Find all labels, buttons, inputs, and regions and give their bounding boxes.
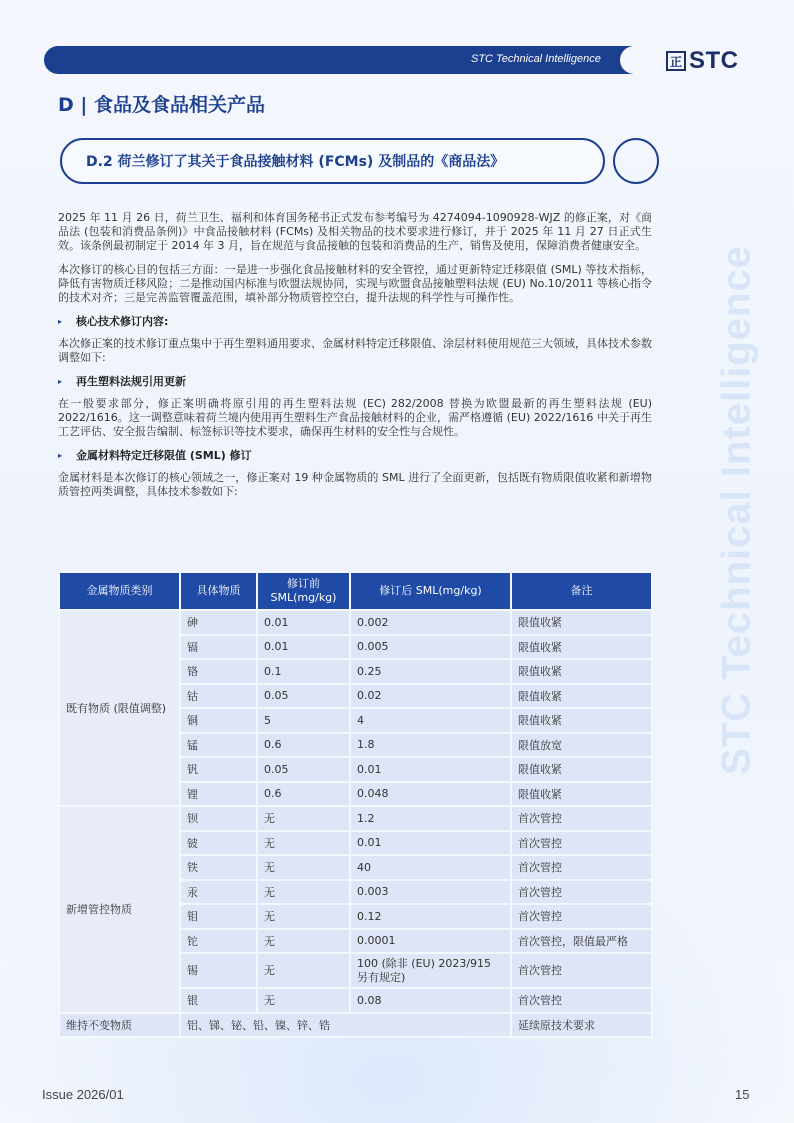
cell: 限值收紧: [511, 610, 652, 635]
bullet-icon: ▸: [58, 377, 63, 386]
bullet-heading: [58, 315, 652, 329]
paragraph: 2025 年 11 月 26 日，荷兰卫生、福利和体育国务秘书正式发布参考编号为 4274094-1090928-WJZ 的修正案，对《商品法 (包装和消费品条例)》中食品接触材料 (FCMs) 及相关物品的技术要求进行修订，并于 2025 年 11 月 27 日正式生效。该条例最初制定于 2014 年 3 月，旨在规范与食品接触的包装和消费品的生产、销售及使用，保障消费者健康安全。: [58, 211, 652, 252]
cell: 0.05: [257, 684, 350, 709]
paragraph: 本次修订的核心目的包括三方面：一是进一步强化食品接触材料的安全管控，通过更新特定迁移限值 (SML) 等技术指标，降低有害物质迁移风险；二是推动国内标准与欧盟法规协同，实现与欧盟食品接触塑料法规 (EU) No.10/2011 等核心指令的技术对齐；三是完善监管覆盖范围，填补部分物质管控空白，提升法规的科学性与可操作性。: [58, 263, 652, 304]
cell: 铊: [180, 929, 257, 954]
cell: 0.048: [350, 782, 511, 807]
cell: 无: [257, 988, 350, 1013]
cell: 限值收紧: [511, 635, 652, 660]
cell: 限值收紧: [511, 659, 652, 684]
article-body: [58, 211, 652, 509]
header-note: 备注: [511, 572, 652, 610]
cell: 锰: [180, 733, 257, 758]
group-cell-unchanged: 维持不变物质: [59, 1013, 180, 1038]
cell: 0.01: [257, 610, 350, 635]
cell: 0.25: [350, 659, 511, 684]
cell: 首次管控: [511, 831, 652, 856]
cell: 0.12: [350, 904, 511, 929]
stc-logo-text: STC: [689, 47, 739, 74]
header-sml-after: 修订后 SML(mg/kg): [350, 572, 511, 610]
cell: 4: [350, 708, 511, 733]
header-substance: 具体物质: [180, 572, 257, 610]
cell: 首次管控: [511, 953, 652, 988]
header-sml-before: 修订前 SML(mg/kg): [257, 572, 350, 610]
subtitle-circle-decoration: [613, 138, 659, 184]
cell: 钒: [180, 757, 257, 782]
cell: 0.08: [350, 988, 511, 1013]
group-cell-new: 新增管控物质: [59, 806, 180, 1013]
paragraph: 在一般要求部分，修正案明确将原引用的再生塑料法规 (EC) 282/2008 替换为欧盟最新的再生塑料法规 (EU) 2022/1616。这一调整意味着荷兰境内使用再生塑料生产食品接触材料的企业，需严格遵循 (EU) 2022/1616 中关于再生工艺评估、安全报告编制、标签标识等技术要求，确保再生材料的安全性与合规性。: [58, 397, 652, 438]
cell: 0.002: [350, 610, 511, 635]
table-row: [59, 1013, 652, 1038]
cell: 0.1: [257, 659, 350, 684]
cell: 0.01: [257, 635, 350, 660]
cell: 0.05: [257, 757, 350, 782]
sml-table: [58, 571, 653, 1038]
cell: 镉: [180, 635, 257, 660]
stc-logo-mark: 正: [666, 51, 686, 71]
cell-unchanged-note: 延续原技术要求: [511, 1013, 652, 1038]
bullet-icon: ▸: [58, 451, 63, 460]
cell: 首次管控: [511, 988, 652, 1013]
cell: 银: [180, 988, 257, 1013]
header-category: 金属物质类别: [59, 572, 180, 610]
cell: 1.8: [350, 733, 511, 758]
cell: 铍: [180, 831, 257, 856]
cell: 铬: [180, 659, 257, 684]
cell: 5: [257, 708, 350, 733]
section-title: D | 食品及食品相关产品: [58, 94, 265, 116]
page-number: 15: [735, 1087, 750, 1102]
cell: 无: [257, 904, 350, 929]
cell: 0.6: [257, 782, 350, 807]
cell: 0.003: [350, 880, 511, 905]
cell: 钼: [180, 904, 257, 929]
paragraph: 本次修正案的技术修订重点集中于再生塑料通用要求、金属材料特定迁移限值、涂层材料使用规范三大领域，具体技术参数调整如下:: [58, 337, 652, 364]
cell: 0.02: [350, 684, 511, 709]
cell: 无: [257, 880, 350, 905]
subtitle-text: D.2 荷兰修订了其关于食品接触材料 (FCMs) 及制品的《商品法》: [86, 154, 505, 170]
side-watermark: STC Technical Intelligence: [714, 245, 759, 775]
cell: 无: [257, 855, 350, 880]
cell: 无: [257, 806, 350, 831]
cell: 锂: [180, 782, 257, 807]
subtitle-pill: [60, 138, 605, 184]
cell: 0.01: [350, 831, 511, 856]
bullet-icon: ▸: [58, 317, 63, 326]
cell: 限值收紧: [511, 708, 652, 733]
cell: 1.2: [350, 806, 511, 831]
table-row: [59, 806, 652, 831]
bullet-heading-text: 再生塑料法规引用更新: [76, 375, 186, 388]
cell: 汞: [180, 880, 257, 905]
cell: 限值收紧: [511, 782, 652, 807]
cell: 40: [350, 855, 511, 880]
cell: 砷: [180, 610, 257, 635]
bullet-heading: [58, 449, 652, 463]
cell: 铜: [180, 708, 257, 733]
cell: 锡: [180, 953, 257, 988]
cell: 0.6: [257, 733, 350, 758]
cell: 0.0001: [350, 929, 511, 954]
cell-unchanged-items: 铝、锑、铋、铅、镍、锌、锆: [180, 1013, 511, 1038]
cell: 首次管控，限值最严格: [511, 929, 652, 954]
cell: 0.005: [350, 635, 511, 660]
paragraph: 金属材料是本次修订的核心领域之一，修正案对 19 种金属物质的 SML 进行了全面更新，包括既有物质限值收紧和新增物质管控两类调整，具体技术参数如下:: [58, 471, 652, 498]
bullet-heading-text: 核心技术修订内容:: [76, 315, 169, 328]
table-row: [59, 610, 652, 635]
bullet-heading: [58, 375, 652, 389]
table-header-row: [59, 572, 652, 610]
cell: 无: [257, 831, 350, 856]
cell: 100 (除非 (EU) 2023/915 另有规定): [350, 953, 511, 988]
cell: 首次管控: [511, 904, 652, 929]
cell: 钡: [180, 806, 257, 831]
cell: 首次管控: [511, 855, 652, 880]
cell: 首次管控: [511, 880, 652, 905]
sml-table-body: [59, 610, 652, 1037]
cell: 无: [257, 953, 350, 988]
cell: 限值放宽: [511, 733, 652, 758]
cell: 钴: [180, 684, 257, 709]
bullet-heading-text: 金属材料特定迁移限值 (SML) 修订: [76, 449, 252, 462]
group-cell-existing: 既有物质 (限值调整): [59, 610, 180, 806]
cell: 铁: [180, 855, 257, 880]
footer-issue: Issue 2026/01: [42, 1087, 124, 1102]
header-banner-text: STC Technical Intelligence: [471, 53, 601, 65]
cell: 0.01: [350, 757, 511, 782]
cell: 无: [257, 929, 350, 954]
cell: 限值收紧: [511, 757, 652, 782]
cell: 限值收紧: [511, 684, 652, 709]
cell: 首次管控: [511, 806, 652, 831]
